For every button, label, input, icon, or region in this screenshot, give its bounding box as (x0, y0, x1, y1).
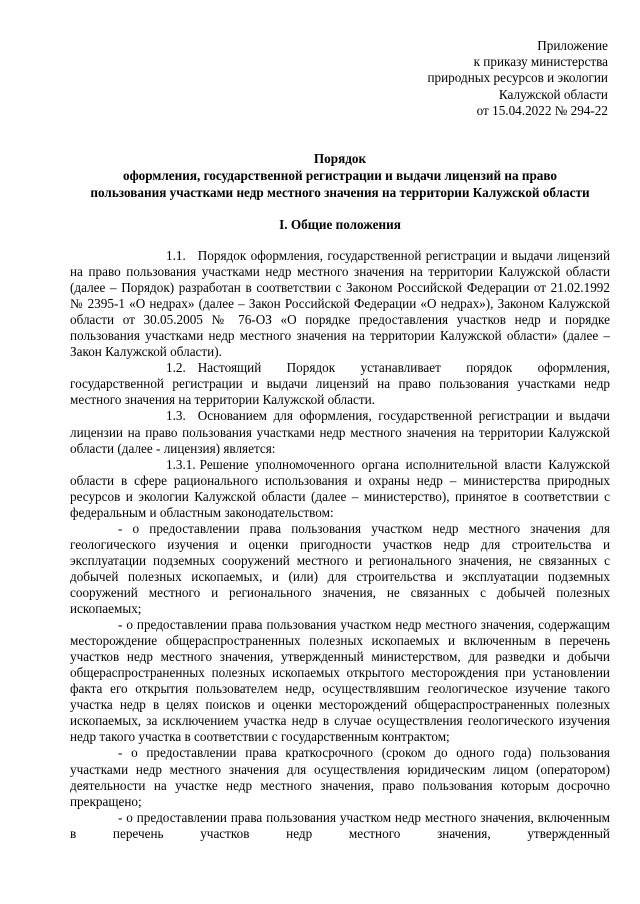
document-body (70, 248, 610, 842)
appendix-block (427, 38, 608, 119)
bullet-paragraph: - о предоставлении права пользования участком недр местного значения, включенным в перечень участков недр местного значения, утвержденный (70, 809, 610, 841)
paragraph-number: 1.3. (166, 408, 186, 424)
appendix-line: Приложение (537, 38, 608, 53)
appendix-line: природных ресурсов и экологии (427, 70, 608, 86)
paragraph-number: 1.1. (166, 248, 186, 263)
appendix-line: к приказу министерства (473, 54, 608, 70)
paragraph-number: 1.3.1. (166, 456, 196, 472)
paragraph-1-3-1 (70, 457, 610, 521)
bullet-paragraph: - о предоставлении права краткосрочного (сроком до одного года) пользования участками недр местного значения для осуществления юридическим лицом (оператором) деятельности на участке недр местного значения, право пользования которым досрочно прекращено; (70, 745, 610, 809)
appendix-line: от 15.04.2022 № 294-22 (476, 102, 608, 118)
bullet-paragraph: - о предоставлении права пользования участком недр местного значения, содержащим месторождение общераспространенных полезных ископаемых и включенным в перечень участков недр местного значения, утвержденный министерством, для разведки и добычи общераспространенных полезных ископаемых открытого месторождения при установлении факта его открытия пользователем недр, осуществлявшим геологическое изучение такого участка недр в целях поисков и оценки месторождений общераспространенных полезных ископаемых, за исключением участка недр в случае осуществления геологического изучения недр такого участка в соответствии с государственным контрактом; (70, 617, 610, 745)
title-line: Порядок (313, 151, 367, 166)
appendix-line: Калужской области (498, 86, 608, 102)
bullet-paragraph: - о предоставлении права пользования участком недр местного значения для геологического изучения и оценки пригодности участков недр для строительства и эксплуатации подземных сооружений местного и регионального значения, не связанных с добычей полезных ископаемых, и (или) для строительства и эксплуатации подземных сооружений местного и регионального значения, не связанных с добычей полезных ископаемых; (70, 520, 610, 617)
paragraph-text: Настоящий Порядок устанавливает порядок оформления, государственной регистрации и выдачи лицензий на право пользования участками недр местного значения на территории Калужской области. (70, 360, 610, 408)
document-title (70, 151, 610, 201)
paragraph-number: 1.2. (166, 360, 186, 376)
paragraph-text: Решение уполномоченного органа исполнительной власти Калужской области в сфере рационального использования и охраны недр – министерства природных ресурсов и экологии Калужской области (далее – министерство), принятое в соответствии с федеральным и областным законодательством: (70, 456, 610, 520)
paragraph-text: Порядок оформления, государственной регистрации и выдачи лицензий на право пользования участками недр местного значения на территории Калужской области (далее – Порядок) разработан в соответствии с Законом Российской Федерации от 21.02.1992 № 2395-1 «О недрах» (далее – Закон Российской Федерации «О недрах»), Законом Калужской области от 30.05.2005 № 76-ОЗ «О порядке предоставления участков недр и порядке пользования участками недр местного значения на территории Калужской области» (далее – Закон Калужской области). (70, 248, 610, 360)
paragraph-text: Основанием для оформления, государственной регистрации и выдачи лицензии на право пользования участками недр местного значения на территории Калужской области (далее - лицензия) является: (70, 408, 610, 456)
section-heading: I. Общие положения (279, 217, 401, 232)
title-line: пользования участками недр местного значения на территории Калужской области (90, 184, 590, 200)
paragraph-1-1 (70, 248, 610, 360)
paragraph-1-2 (70, 360, 610, 408)
paragraph-1-3 (70, 408, 610, 456)
title-line: оформления, государственной регистрации и выдачи лицензий на право (122, 167, 558, 183)
